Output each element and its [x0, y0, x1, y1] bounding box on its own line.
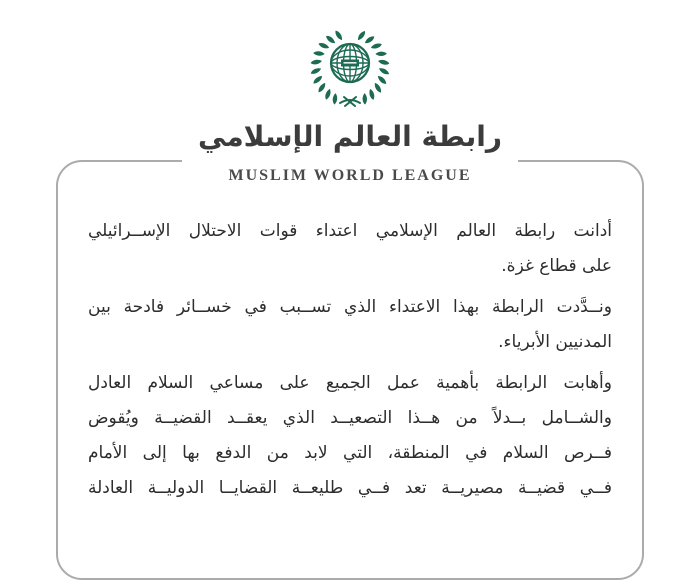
statement-line: على قطاع غزة. [501, 256, 612, 276]
arabic-logotype: رابطة العالم الإسلامي [198, 120, 502, 153]
english-logotype: MUSLIM WORLD LEAGUE [228, 167, 472, 184]
statement-line: ونــدَّدت الرابطة بهذا الاعتداء الذي تســبب في خســائر فادحة بين [88, 297, 612, 317]
statement-paragraph [88, 214, 612, 284]
statement-card [56, 160, 644, 580]
statement-line: والشــامل بــدلاً من هــذا التصعيــد الذي يعقــد القضيــة ويُقوض [88, 408, 612, 428]
mwl-emblem-icon [306, 26, 394, 110]
statement-line: فــرص السلام في المنطقة، التي لابد من الدفع بها إلى الأمام [88, 443, 612, 463]
statement-paragraph [88, 366, 612, 506]
statement-body [58, 162, 642, 506]
statement-line: فــي قضيــة مصيريــة تعد فــي طليعــة القضايــا الدوليــة العادلة [88, 478, 612, 498]
statement-line: المدنيين الأبرياء. [498, 332, 612, 352]
statement-line: أدانت رابطة العالم الإسلامي اعتداء قوات الاحتلال الإســرائيلي [88, 221, 612, 241]
statement-line: وأهابت الرابطة بأهمية عمل الجميع على مساعي السلام العادل [88, 373, 612, 393]
mwl-logo [182, 26, 518, 190]
statement-paragraph [88, 290, 612, 360]
globe-icon [331, 44, 369, 82]
